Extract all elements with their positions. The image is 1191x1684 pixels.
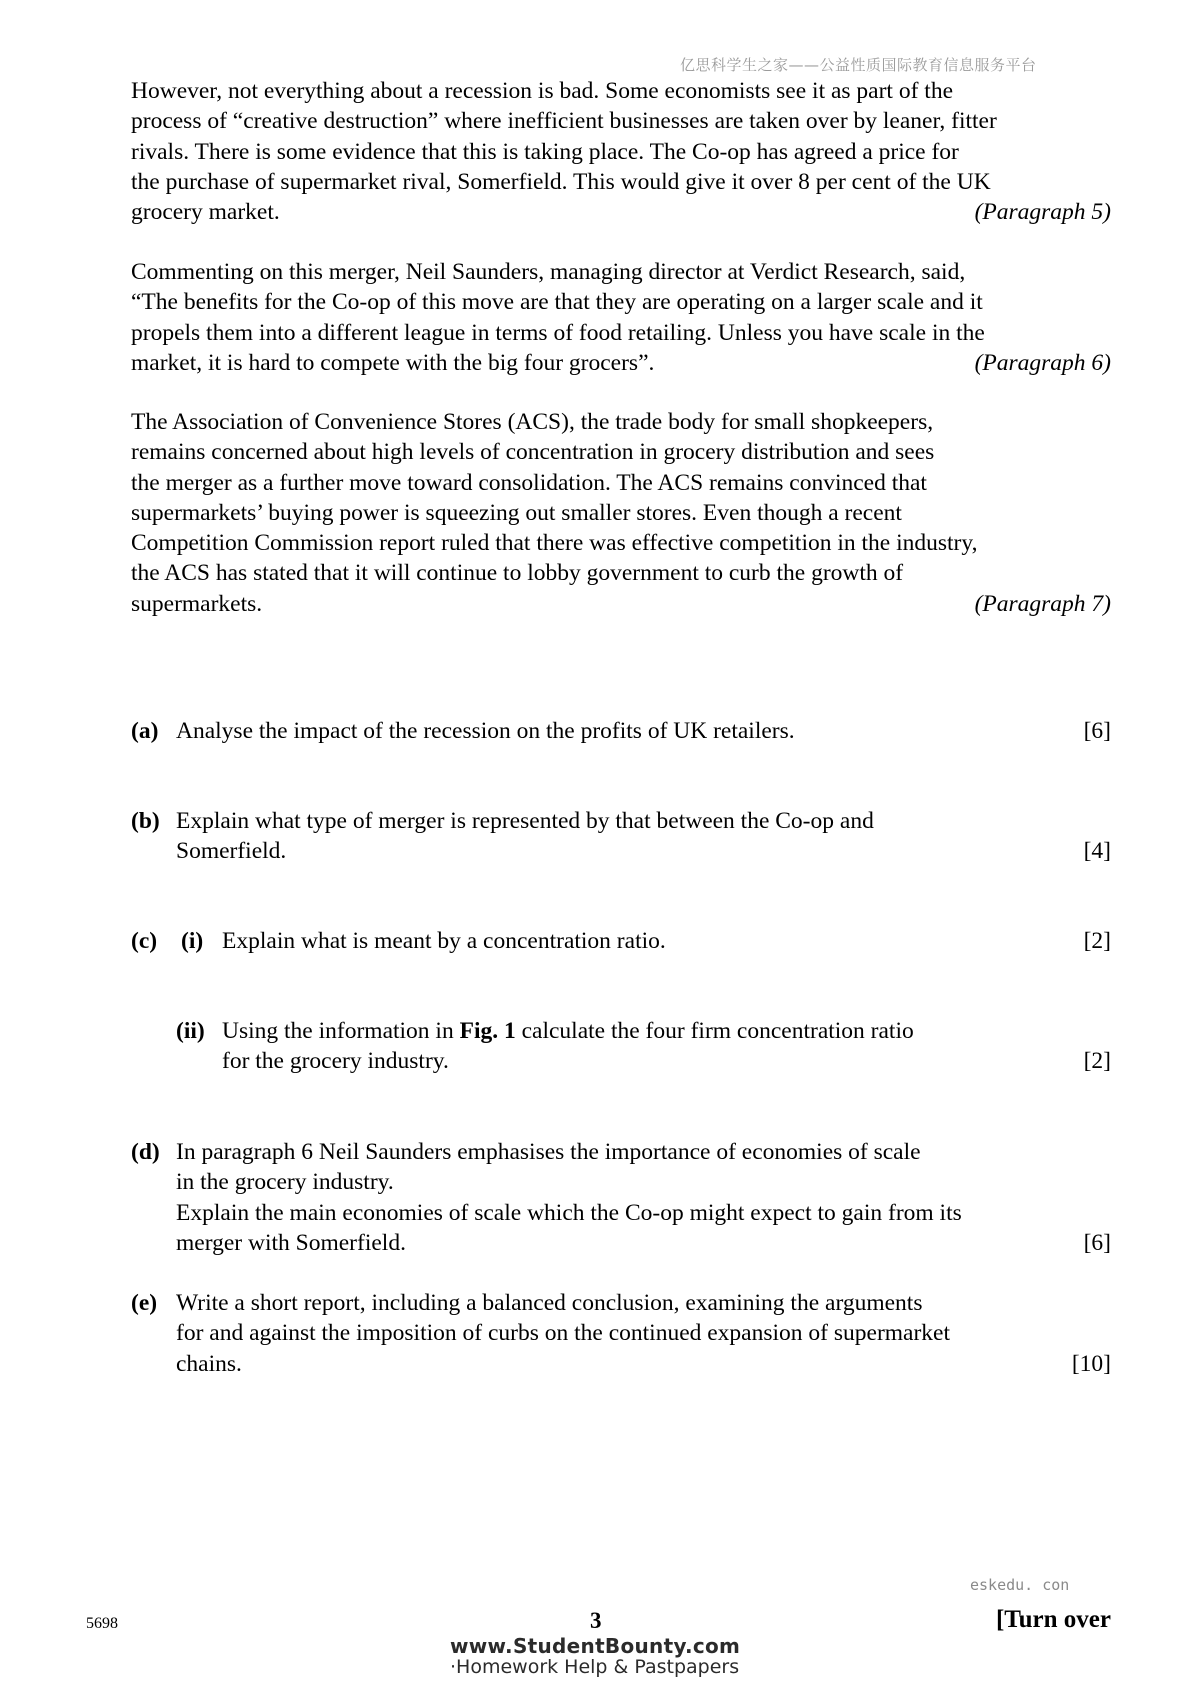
question-line: merger with Somerfield. — [176, 1229, 406, 1256]
paragraph-line: Commenting on this merger, Neil Saunders, managing director at Verdict Research, said, — [131, 259, 966, 285]
logo-line: ·Homework Help & Pastpapers — [450, 1656, 740, 1678]
question-marks: [2] — [1083, 928, 1111, 954]
question-line: In paragraph 6 Neil Saunders emphasises the importance of economies of scale — [176, 1139, 921, 1165]
paragraph-line: the ACS has stated that it will continue to lobby government to curb the growth of — [131, 560, 904, 587]
question-text — [222, 1016, 914, 1077]
paragraph-line: process of “creative destruction” where inefficient businesses are taken over by leaner, fitter — [131, 108, 997, 135]
question-label: (a) — [131, 718, 159, 744]
question-marks: [6] — [1083, 1229, 1111, 1256]
paragraph-line: However, not everything about a recession is bad. Some economists see it as part of the — [131, 78, 953, 104]
paragraph-line: propels them into a different league in terms of food retailing. Unless you have scale in the — [131, 319, 985, 346]
question-line: Analyse the impact of the recession on the profits of UK retailers. — [176, 718, 795, 744]
paragraph-line: the merger as a further move toward consolidation. The ACS remains convinced that — [131, 469, 927, 496]
paper-code: 5698 — [86, 1615, 118, 1632]
question-label: (e) — [131, 1290, 158, 1316]
question-b — [131, 806, 1111, 868]
studentbounty-logo — [450, 1636, 750, 1678]
question-line: Explain what is meant by a concentration ratio. — [222, 928, 666, 954]
paragraph-6 — [131, 257, 1111, 378]
paragraph-reference: (Paragraph 6) — [974, 349, 1111, 376]
question-e — [131, 1288, 1111, 1380]
paragraph-last-line — [131, 348, 1111, 378]
question-text — [176, 806, 874, 867]
paragraph-reference: (Paragraph 5) — [974, 199, 1111, 226]
paragraph-line: The Association of Convenience Stores (ACS), the trade body for small shopkeepers, — [131, 409, 934, 435]
paragraph-last-line — [131, 197, 1111, 227]
question-line: for and against the imposition of curbs on the continued expansion of supermarket — [176, 1320, 951, 1347]
question-line-text: calculate the four firm concentration ratio — [515, 1018, 914, 1044]
paragraph-5 — [131, 76, 1111, 227]
question-line: Explain what type of merger is represented by that between the Co-op and — [176, 808, 874, 834]
question-text — [176, 1137, 962, 1258]
question-line — [222, 1016, 914, 1046]
paragraph-line: remains concerned about high levels of concentration in grocery distribution and sees — [131, 439, 935, 466]
question-label: (c) — [131, 928, 158, 954]
watermark-eskedu: eskedu. con — [970, 1576, 1070, 1594]
question-marks: [6] — [1083, 718, 1111, 744]
question-line: chains. — [176, 1350, 242, 1377]
question-label: (b) — [131, 808, 160, 834]
question-c-ii — [131, 1016, 1111, 1078]
paragraph-line: the purchase of supermarket rival, Somerfield. This would give it over 8 per cent of the UK — [131, 168, 991, 195]
paragraph-line: market, it is hard to compete with the big four grocers”. — [131, 349, 655, 376]
question-text — [176, 716, 795, 746]
paragraph-line: “The benefits for the Co-op of this move are that they are operating on a larger scale and it — [131, 289, 983, 316]
question-marks: [4] — [1083, 838, 1111, 865]
paragraph-line: supermarkets. — [131, 590, 263, 617]
question-marks: [10] — [1071, 1350, 1111, 1377]
paragraph-last-line — [131, 589, 1111, 619]
question-text — [176, 1288, 950, 1379]
question-d — [131, 1137, 1111, 1259]
question-marks: [2] — [1083, 1048, 1111, 1075]
question-line: in the grocery industry. — [176, 1169, 394, 1196]
question-sublabel: (ii) — [176, 1018, 205, 1044]
question-line: Explain the main economies of scale which the Co-op might expect to gain from its — [176, 1199, 962, 1226]
paragraph-line: supermarkets’ buying power is squeezing out smaller stores. Even though a recent — [131, 499, 902, 526]
page-number: 3 — [590, 1608, 602, 1633]
paragraph-line: rivals. There is some evidence that this is taking place. The Co-op has agreed a price for — [131, 138, 959, 165]
turn-over-label: [Turn over — [995, 1606, 1111, 1633]
question-line: Somerfield. — [176, 838, 287, 865]
question-a — [131, 716, 1111, 748]
paragraph-reference: (Paragraph 7) — [974, 590, 1111, 617]
question-sublabel: (i) — [181, 928, 204, 954]
watermark-top: 亿思科学生之家——公益性质国际教育信息服务平台 — [680, 56, 1037, 74]
question-c-i — [131, 926, 1111, 958]
paragraph-line: grocery market. — [131, 199, 280, 226]
question-line-text: Using the information in — [222, 1018, 460, 1044]
question-label: (d) — [131, 1139, 160, 1165]
question-text — [222, 926, 666, 956]
paragraph-line: Competition Commission report ruled that there was effective competition in the industry, — [131, 530, 978, 557]
figure-reference: Fig. 1 — [459, 1018, 516, 1044]
question-line: Write a short report, including a balanced conclusion, examining the arguments — [176, 1290, 923, 1316]
question-line: for the grocery industry. — [222, 1048, 449, 1075]
paragraph-7 — [131, 407, 1111, 619]
logo-line: www.StudentBounty.com — [450, 1634, 741, 1658]
